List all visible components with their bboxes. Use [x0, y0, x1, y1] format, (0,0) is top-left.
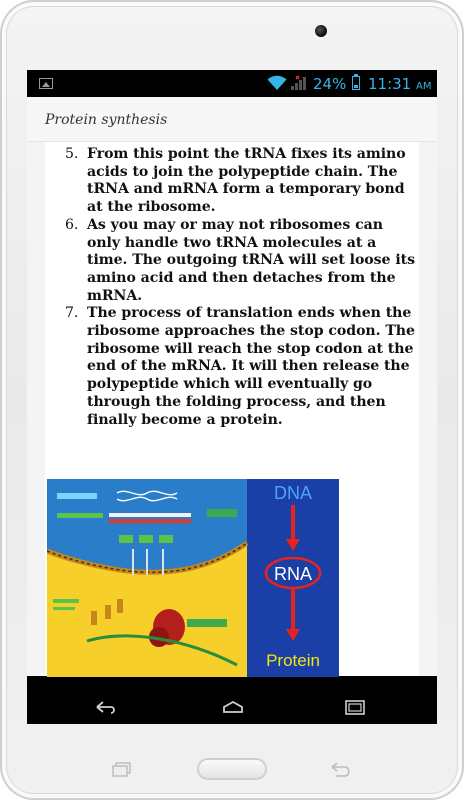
- battery-icon: [352, 76, 360, 90]
- front-camera: [315, 25, 327, 37]
- content-area[interactable]: [27, 142, 437, 676]
- protein-synthesis-diagram[interactable]: [47, 479, 339, 677]
- wifi-icon: [267, 75, 287, 91]
- step-text: The process of translation ends when the ribosome approaches the stop codon. The ribosome will reach the stop codon at the end of the mRNA. It will then release the polypeptide which will eventually go through the folding process, and then finally become a protein.: [87, 305, 415, 428]
- step-number: 6.: [65, 216, 79, 233]
- list-item: [45, 146, 419, 217]
- screen: [27, 70, 437, 724]
- diagram-label-dna: DNA: [273, 483, 313, 503]
- diagram-label-rna: RNA: [273, 564, 313, 584]
- step-text: From this point the tRNA fixes its amino acids to join the polypeptide chain. The tRNA and mRNA form a temporary bond at the ribosome.: [87, 146, 406, 216]
- back-icon[interactable]: [95, 700, 117, 714]
- image-notification-icon: [39, 78, 53, 89]
- step-number: 7.: [65, 305, 79, 322]
- home-icon[interactable]: [222, 701, 244, 713]
- diagram-image: [47, 479, 339, 677]
- recent-apps-icon[interactable]: [345, 700, 365, 715]
- hw-home-button[interactable]: [197, 758, 267, 780]
- list-item: [45, 217, 419, 306]
- article-page: [45, 142, 419, 676]
- app-bar: [27, 97, 437, 142]
- status-clock: [368, 75, 431, 93]
- hardware-keys: [0, 750, 464, 790]
- diagram-label-protein: Protein: [266, 651, 320, 670]
- clock-time: 11:31: [368, 75, 412, 93]
- battery-percent: 24%: [313, 75, 347, 93]
- step-number: 5.: [65, 146, 79, 162]
- steps-list: [45, 146, 419, 429]
- no-signal-icon: [290, 75, 308, 91]
- clock-ampm: AM: [416, 81, 432, 92]
- status-bar: [27, 70, 437, 97]
- hw-back-icon[interactable]: [330, 762, 352, 778]
- list-item: [45, 305, 419, 429]
- step-text: As you may or may not ribosomes can only handle two tRNA molecules at a time. The outgoing tRNA will set loose its amino acid and then detaches from the mRNA.: [87, 216, 415, 304]
- page-title: Protein synthesis: [45, 112, 168, 128]
- navigation-bar: [27, 691, 437, 724]
- hw-recent-icon[interactable]: [112, 762, 132, 778]
